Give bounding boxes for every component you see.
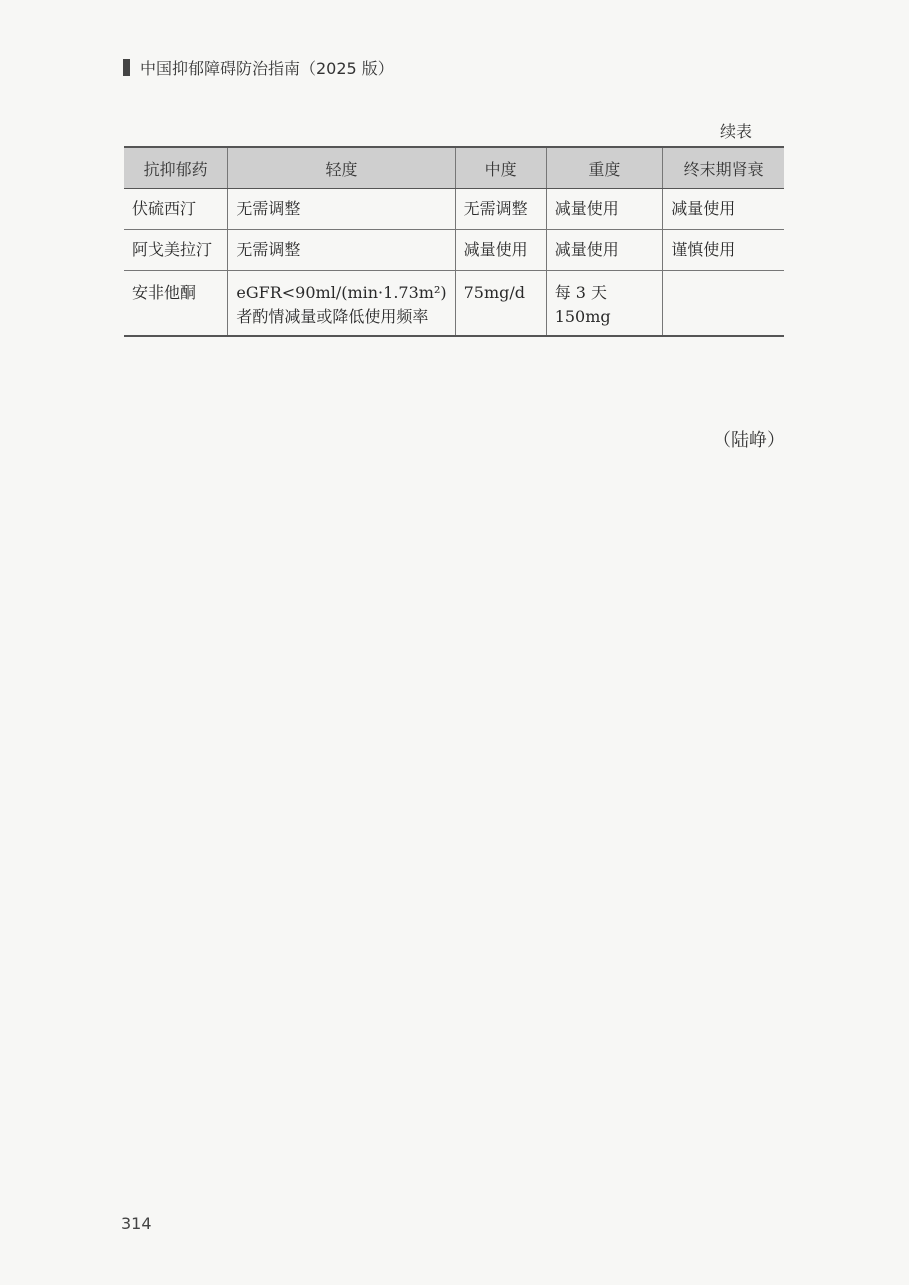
running-header (123, 56, 394, 79)
table-cell: 减量使用 (663, 189, 784, 230)
table-cell: eGFR<90ml/(min·1.73m²)者酌情减量或降低使用频率 (228, 271, 455, 337)
table-cell: 无需调整 (455, 189, 546, 230)
table-row (124, 230, 784, 271)
table-cell: 无需调整 (228, 189, 455, 230)
table-cell: 减量使用 (455, 230, 546, 271)
author-credit: （陆峥） (713, 430, 785, 451)
table-cell: 每 3 天 150mg (546, 271, 663, 337)
table-row (124, 189, 784, 230)
header-marker-bar (123, 59, 130, 76)
column-header-mild: 轻度 (228, 147, 455, 189)
table-row (124, 271, 784, 337)
table-cell: 减量使用 (546, 189, 663, 230)
page-number: 314 (121, 1214, 152, 1233)
column-header-moderate: 中度 (455, 147, 546, 189)
table-cell: 安非他酮 (124, 271, 228, 337)
column-header-severe: 重度 (546, 147, 663, 189)
column-header-end-stage: 终末期肾衰 (663, 147, 784, 189)
table-cell (663, 271, 784, 337)
table-cell: 阿戈美拉汀 (124, 230, 228, 271)
table-continued-label: 续表 (719, 122, 752, 141)
column-header-drug: 抗抑郁药 (124, 147, 228, 189)
table-cell: 伏硫西汀 (124, 189, 228, 230)
renal-dose-adjustment-table (124, 146, 784, 337)
table-header-row (124, 147, 784, 189)
table-cell: 谨慎使用 (663, 230, 784, 271)
table-cell: 75mg/d (455, 271, 546, 337)
table-cell: 减量使用 (546, 230, 663, 271)
table-cell: 无需调整 (228, 230, 455, 271)
book-title: 中国抑郁障碍防治指南（2025 版） (140, 59, 394, 78)
